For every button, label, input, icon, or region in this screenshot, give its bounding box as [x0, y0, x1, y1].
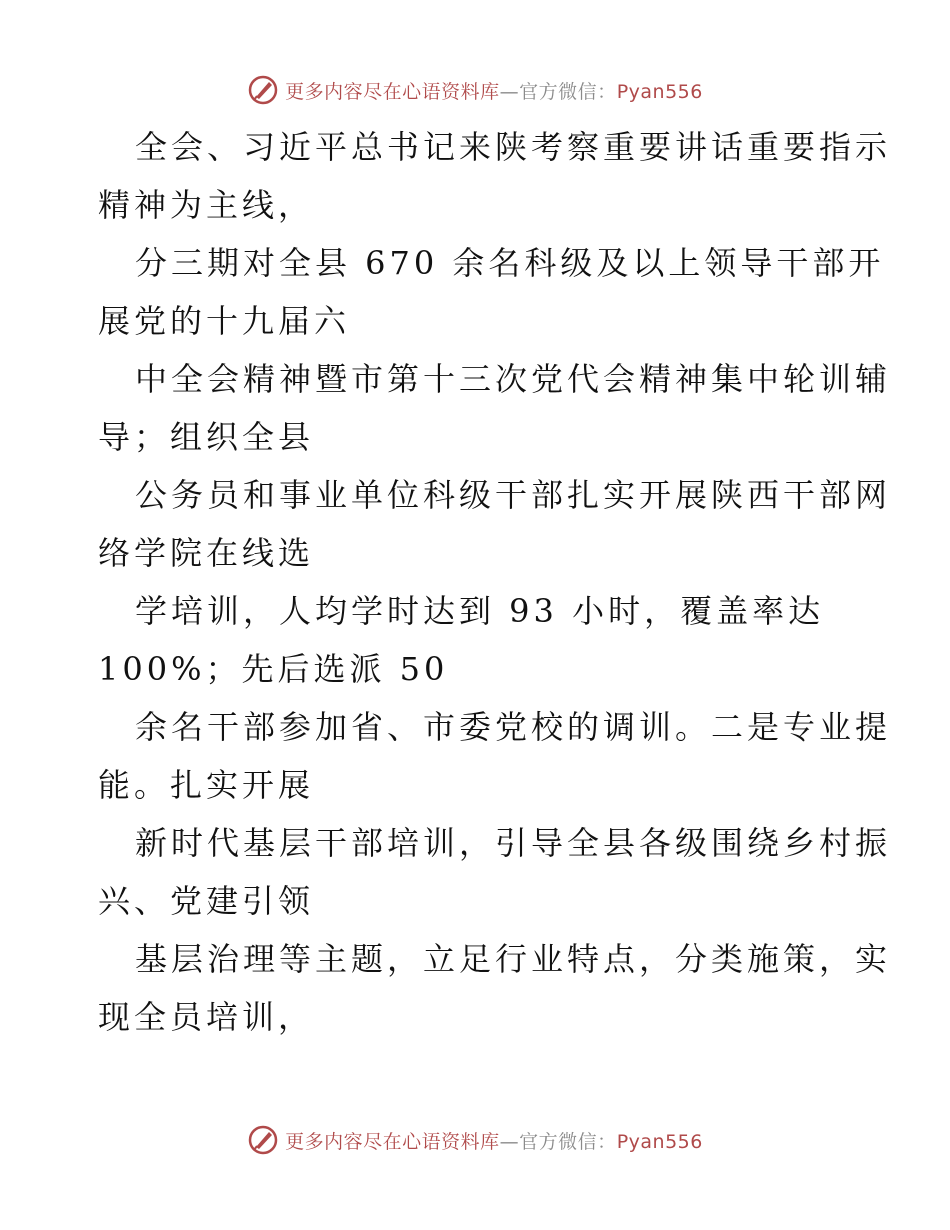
quill-logo-icon [247, 74, 279, 106]
watermark-separator: — [499, 80, 520, 103]
text-line: 精神为主线， [98, 186, 315, 224]
text-line: 展党的十九届六 [98, 302, 351, 340]
text-line: 能。扎实开展 [98, 766, 315, 804]
text-line: 公务员和事业单位科级干部扎实开展陕西干部网 [135, 476, 892, 514]
text-line: 全会、习近平总书记来陕考察重要讲话重要指示 [135, 128, 892, 166]
text-line: 中全会精神暨市第十三次党代会精神集中轮训辅 [135, 360, 892, 398]
watermark-text [285, 77, 703, 104]
text-line: 100%；先后选派 50 [98, 650, 449, 688]
watermark-separator: — [499, 1130, 520, 1153]
text-line: 新时代基层干部培训，引导全县各级围绕乡村振 [135, 824, 892, 862]
header-watermark [0, 70, 950, 110]
text-line: 现全员培训， [98, 998, 315, 1036]
text-line: 余名干部参加省、市委党校的调训。二是专业提 [135, 708, 892, 746]
watermark-id: Pyan556 [616, 1130, 703, 1153]
text-line: 学培训，人均学时达到 93 小时，覆盖率达 [135, 592, 825, 630]
text-line: 基层治理等主题，立足行业特点，分类施策，实 [135, 940, 892, 978]
watermark-title: 更多内容尽在心语资料库 [285, 80, 500, 103]
watermark-id: Pyan556 [616, 80, 703, 103]
footer-watermark [0, 1120, 950, 1160]
watermark-label: 官方微信： [519, 80, 617, 103]
watermark-title: 更多内容尽在心语资料库 [285, 1130, 500, 1153]
quill-logo-icon [247, 1124, 279, 1156]
text-line: 兴、党建引领 [98, 882, 315, 920]
document-body [98, 118, 892, 1046]
text-line: 络学院在线选 [98, 534, 315, 572]
watermark-text [285, 1127, 703, 1154]
watermark-label: 官方微信： [519, 1130, 617, 1153]
text-line: 导；组织全县 [98, 418, 315, 456]
text-line: 分三期对全县 670 余名科级及以上领导干部开 [135, 244, 885, 282]
